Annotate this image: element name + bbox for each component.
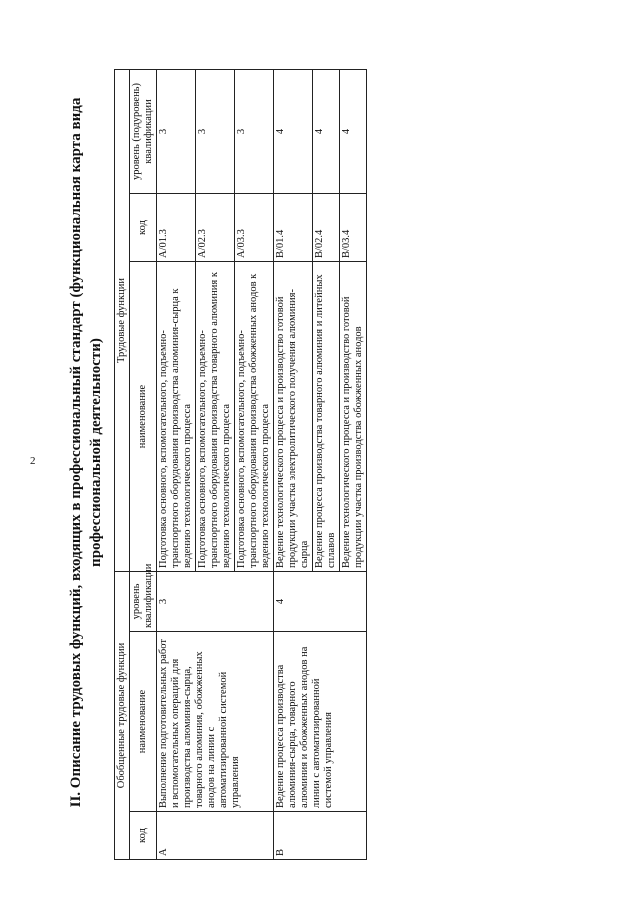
tf-name: Подготовка основного, вспомогательного, подъемно-транспортного оборудования производства обожженных анодов к ведению технологического процесса — [235, 262, 274, 572]
title-line-2: профессиональной деятельности) — [88, 338, 104, 567]
tf-name: Ведение технологического процесса и производство готовой продукции участка производства обожженных анодов — [340, 262, 367, 572]
header-row-columns — [130, 69, 157, 859]
gf-name: Выполнение подготовительных работ и вспомогательных операций для производства алюминия-сырца, товарного алюминия, обожженных анодов на линии с автоматизированной системой управления — [157, 632, 274, 812]
page-number: 2 — [30, 455, 36, 467]
section-title — [66, 0, 106, 905]
tf-name: Ведение технологического процесса и производство готовой продукции участка электролитического получения алюминия-сырца — [274, 262, 313, 572]
header-tf-name: наименование — [130, 262, 157, 572]
header-level: уровень квалификации — [130, 572, 157, 632]
gf-level: 3 — [157, 572, 274, 632]
tf-code: В/03.4 — [340, 194, 367, 262]
header-generalized: Обобщенные трудовые функции — [115, 572, 130, 860]
header-tf-code: код — [130, 194, 157, 262]
header-tf-level: уровень (подуровень) квалификации — [130, 69, 157, 193]
title-line-1: II. Описание трудовых функций, входящих в профессиональный стандарт (функциональная карта вида — [68, 97, 84, 808]
table-row — [157, 69, 196, 859]
tf-code: В/01.4 — [274, 194, 313, 262]
header-name: наименование — [130, 632, 157, 812]
tf-level: 4 — [274, 69, 313, 193]
tf-level: 3 — [157, 69, 196, 193]
tf-name: Подготовка основного, вспомогательного, подъемно-транспортного оборудования производства товарного алюминия к ведению технологического процесса — [196, 262, 235, 572]
tf-code: А/03.3 — [235, 194, 274, 262]
gf-code: А — [157, 812, 274, 860]
tf-level: 4 — [340, 69, 367, 193]
header-labor: Трудовые функции — [115, 69, 130, 571]
header-row-groups — [115, 69, 130, 859]
tf-code: А/01.3 — [157, 194, 196, 262]
functional-map-table — [114, 69, 367, 860]
gf-level: 4 — [274, 572, 367, 632]
tf-code: В/02.4 — [313, 194, 340, 262]
tf-name: Подготовка основного, вспомогательного, подъемно-транспортного оборудования производства алюминия-сырца к ведению технологического процесса — [157, 262, 196, 572]
tf-level: 4 — [313, 69, 340, 193]
tf-code: А/02.3 — [196, 194, 235, 262]
header-code: код — [130, 812, 157, 860]
tf-level: 3 — [196, 69, 235, 193]
table-row — [274, 69, 313, 859]
tf-level: 3 — [235, 69, 274, 193]
tf-name: Ведение процесса производства товарного алюминия и литейных сплавов — [313, 262, 340, 572]
gf-code: В — [274, 812, 367, 860]
gf-name: Ведение процесса производства алюминия-сырца, товарного алюминия и обожженных анодов на линии с автоматизированной системой управления — [274, 632, 367, 812]
